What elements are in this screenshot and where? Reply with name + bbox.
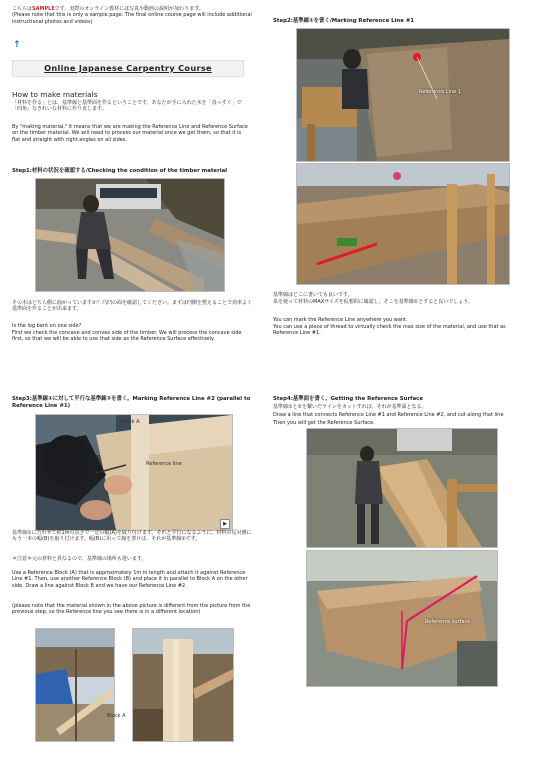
step3-photo-left xyxy=(35,628,115,742)
step3-photo-right xyxy=(107,628,234,742)
step2-jp-1: 基準線はどこに書いても良いです。 xyxy=(273,292,353,298)
step1-en: First we check the concave and convex side of the timber. We will process the concave side first, so that we will be able to use that side as the Reference Surface effectively. xyxy=(12,330,242,343)
reference-line-label: Reference line xyxy=(146,461,182,467)
step4-en-1: Draw a line that connects Reference Line #1 and Reference Line #2, and cut along that line xyxy=(273,412,504,418)
step3-note-en: (please note that the material shown in the above picture is different from the picture from the previous step, so the Reference line you see there is in a different location) xyxy=(12,603,251,616)
step3-en: Use a Reference Block (A) that is approximately 1m in length and attach it against Reference Line #1. Then, use another Reference Block (B) and place it in parallel to Block A on the other side. Draw a line against Block B and we have our Reference Line #2. xyxy=(12,570,248,589)
reference-line-1-label: Reference Line 1 xyxy=(419,89,461,95)
reference-surface-label: Reference surface xyxy=(425,619,471,625)
play-icon[interactable]: ▶ xyxy=(220,519,230,529)
course-title: Online Japanese Carpentry Course xyxy=(12,60,244,77)
step1-jp: その木はどちら側に曲がっていますか？凸凹の面を確認してください。まずは凹側を整えることで効率よく基準面を作ることが出来ます。 xyxy=(12,300,253,313)
step3-jp: 基準線①に合わせて約1mの長さで一定の幅(A)を取り付けます。それと平行になるように、材料の反対側にもう一本の幅(B)を取り付けます。幅(B)に沿って線を書けば、それが基準線②です。 xyxy=(12,530,252,543)
step4-jp: 基準線①と②を繋いだラインをカットすれば、それが基準面となる。 xyxy=(273,404,427,410)
step4-photo-bottom xyxy=(306,550,498,687)
intro-jp: 「材料を作る」とは、基準線と基準面を作るということです。あなたが手に入れた木を「真っすぐ」で「四角」なきれいな材料に作り直します。 xyxy=(12,100,242,113)
sample-badge: SAMPLE xyxy=(32,6,55,12)
step4-en-2: Then you will get the Reference Surface. xyxy=(273,420,375,426)
step4-photo-top xyxy=(306,428,498,548)
block-a-label-2: Block A xyxy=(107,713,126,719)
step3-note-jp: ＊注意＊元の材料と異なるので、基準線の場所も違います。 xyxy=(12,556,147,562)
step3-photo-top xyxy=(35,414,233,531)
intro-heading: How to make materials xyxy=(12,90,98,99)
step2-photo-bottom xyxy=(296,163,510,285)
sample-notice xyxy=(12,6,252,25)
notice-english: (Please note that this is only a sample page. The final online course page will include additional instructional photos and videos) xyxy=(12,12,252,25)
step1-heading: Step1:材料の状況を確認する/Checking the condition of the timber material xyxy=(12,168,228,174)
up-arrow-icon[interactable]: ↑ xyxy=(13,40,21,50)
step2-en-1: You can mark the Reference Line anywhere you want. xyxy=(273,317,408,323)
block-a-label: Block A xyxy=(121,419,140,425)
notice-prefix: こちらは xyxy=(12,6,33,12)
step3-heading: Step3:基準線①に対して平行な基準線②を書く。Marking Reference Line #2 (parallel to Reference Line #1) xyxy=(12,396,251,409)
notice-suffix: です。実際のオンライン教材には写真や動画の説明が加わります。 xyxy=(54,6,204,12)
step2-photo-top xyxy=(296,28,510,162)
step2-heading: Step2:基準線①を書く/Marking Reference Line #1 xyxy=(273,18,415,24)
step2-jp-2: 糸を使って材料のMAXサイズを仮想的に確認し、そこを基準線①とすると良いでしょう。 xyxy=(273,299,474,305)
step1-photo xyxy=(35,178,225,292)
step2-en-2: You can use a piece of thread to virtually check the max size of the material, and use that as Reference Line #1. xyxy=(273,324,506,337)
step4-heading: Step4:基準面を書く。Getting the Reference Surface xyxy=(273,396,424,402)
intro-en: By "making material," it means that we are making the Reference Line and Reference Surface on the timber material. We will need to process our material once we get them, so that it is flat and straight with right angles on all sides. xyxy=(12,124,248,143)
step1-question: Is the log bent on one side? xyxy=(12,323,82,329)
